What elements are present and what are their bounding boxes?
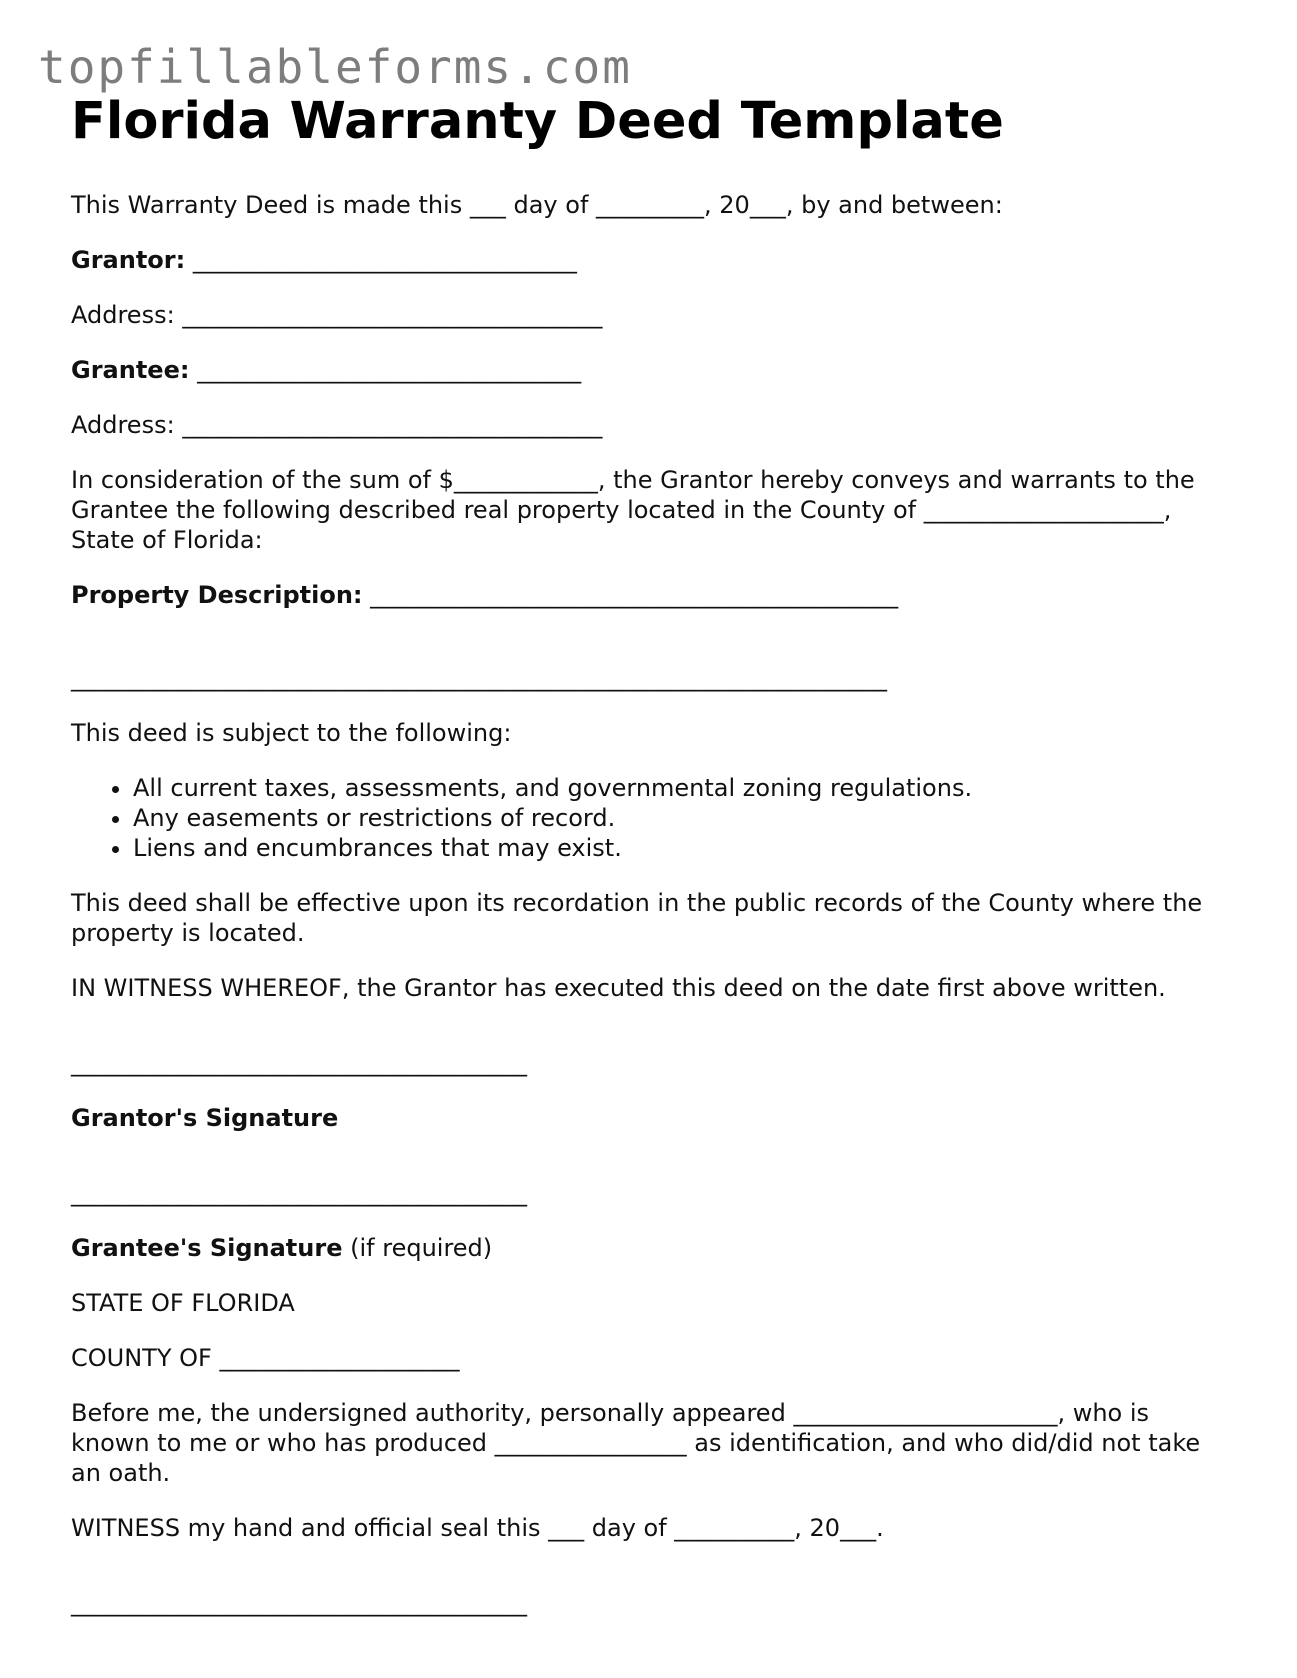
grantee-address-field[interactable]: ___________________________________ [182,411,603,439]
grantee-signature-note: (if required) [342,1234,493,1262]
grantee-line [71,355,1231,385]
list-item: • Liens and encumbrances that may exist. [133,833,1231,863]
grantee-label: Grantee: [71,356,190,384]
deed-document [71,88,1231,1618]
intro-paragraph: This Warranty Deed is made this ___ day of _________, 20___, by and between: [71,191,1003,219]
document-title: Florida Warranty Deed Template [71,92,1004,151]
property-description-label: Property Description: [71,581,363,609]
property-description-field[interactable]: ____________________________________________ [370,581,899,609]
property-description-line [71,580,1231,610]
notary-signature-field[interactable]: ______________________________________ [71,1589,527,1617]
witness-seal-paragraph: WITNESS my hand and official seal this ___ day of __________, 20___. [71,1514,884,1542]
grantee-signature-line [71,1233,1231,1263]
list-item: • All current taxes, assessments, and governmental zoning regulations. [133,773,1231,803]
state-line: STATE OF FLORIDA [71,1289,295,1317]
grantee-signature-field[interactable]: ______________________________________ [71,1179,527,1207]
grantor-name-field[interactable]: ________________________________ [192,246,577,274]
witness-whereof-paragraph: IN WITNESS WHEREOF, the Grantor has executed this deed on the date first above written. [71,974,1166,1002]
grantee-address-label: Address: [71,411,175,439]
grantor-address-line [71,300,1231,330]
subject-intro: This deed is subject to the following: [71,719,512,747]
grantor-address-label: Address: [71,301,175,329]
property-description-field-line-2[interactable]: ____________________________________________________________________ [71,664,887,692]
consideration-paragraph: In consideration of the sum of $____________, the Grantor hereby conveys and warrants to the Grantee the following described real property located in the County of ____________________, State of Florida: [71,466,1195,554]
county-line[interactable]: COUNTY OF ____________________ [71,1344,460,1372]
effective-paragraph: This deed shall be effective upon its recordation in the public records of the County where the property is located. [71,889,1203,947]
grantee-name-field[interactable]: ________________________________ [197,356,582,384]
grantor-signature-label: Grantor's Signature [71,1104,339,1132]
grantor-line [71,245,1231,275]
list-item: • Any easements or restrictions of record. [133,803,1231,833]
grantor-signature-field[interactable]: ______________________________________ [71,1049,527,1077]
grantor-address-field[interactable]: ___________________________________ [182,301,603,329]
grantor-label: Grantor: [71,246,186,274]
subject-list [71,773,1231,863]
grantee-address-line [71,410,1231,440]
watermark: topfillableforms.com [38,40,632,94]
grantee-signature-label: Grantee's Signature [71,1234,343,1262]
notary-paragraph: Before me, the undersigned authority, personally appeared ______________________, who is known to me or who has produced ________________ as identification, and who did/did not take an oath. [71,1399,1201,1487]
